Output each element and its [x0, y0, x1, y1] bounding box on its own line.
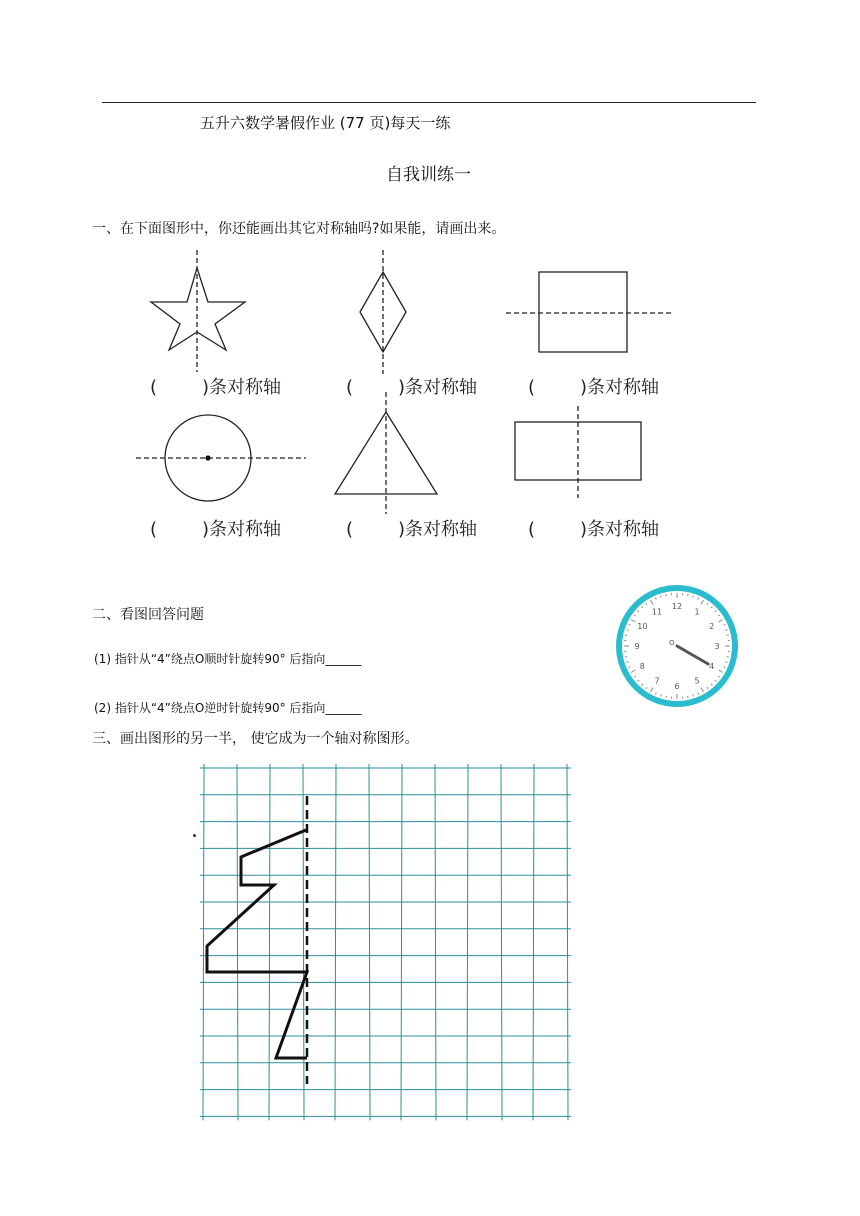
- grid-vertical-line: [401, 764, 402, 1120]
- blank-label-circle: ( )条对称轴: [150, 519, 282, 540]
- clock-number: 6: [674, 682, 680, 691]
- clock-number: 10: [637, 622, 648, 631]
- clock-number: 1: [694, 607, 700, 617]
- clock-number: 3: [714, 642, 720, 651]
- question-2: (2) 指针从“4”绕点O逆时针旋转90° 后指向______: [94, 701, 362, 715]
- clock-tick: [693, 695, 694, 697]
- rectangle-shape-1: [539, 272, 627, 352]
- section1-title: 一、在下面图形中，你还能画出其它对称轴吗?如果能，请画出来。: [92, 221, 506, 237]
- grid-vertical-line: [435, 764, 436, 1120]
- clock-tick: [627, 662, 629, 663]
- circle-center-dot: [205, 455, 210, 460]
- grid-vertical-line: [269, 764, 270, 1120]
- section2-title: 二、看图回答问题: [92, 607, 204, 623]
- blank-label-triangle: ( )条对称轴: [346, 519, 478, 540]
- clock-number: 2: [709, 622, 715, 631]
- question-1: (1) 指针从“4”绕点O顺时针旋转90° 后指向______: [94, 652, 362, 666]
- blank-label-rhombus: ( )条对称轴: [346, 377, 478, 398]
- clock-number: 7: [654, 676, 660, 686]
- grid-vertical-line: [303, 764, 304, 1120]
- clock-tick: [661, 695, 662, 697]
- header-title: 五升六数学暑假作业 (77 页)每天一练: [200, 114, 451, 132]
- clock-number: 8: [639, 662, 645, 671]
- clock-tick: [693, 596, 694, 598]
- grid-vertical-line: [335, 764, 336, 1120]
- clock-tick: [661, 596, 662, 598]
- blank-label-star: ( )条对称轴: [150, 377, 282, 398]
- blank-label-rectangle-1: ( )条对称轴: [528, 377, 660, 398]
- grid-vertical-line: [567, 764, 568, 1120]
- clock-number: 12: [671, 602, 683, 611]
- half-figure: [207, 830, 307, 1058]
- grid-vertical-line: [369, 764, 370, 1120]
- clock-number: 4: [709, 662, 715, 671]
- grid-vertical-line: [467, 764, 468, 1120]
- page-title: 自我训练一: [386, 165, 471, 185]
- clock-number: 5: [694, 676, 700, 686]
- grid-vertical-line: [501, 764, 502, 1120]
- star-shape: [151, 268, 245, 350]
- clock-figure: [612, 584, 742, 714]
- clock-tick: [726, 630, 728, 631]
- stray-dot: [193, 834, 196, 837]
- blank-label-rectangle-2: ( )条对称轴: [528, 519, 660, 540]
- section3-title: 三、画出图形的另一半， 使它成为一个轴对称图形。: [92, 731, 419, 747]
- clock-tick: [726, 662, 728, 663]
- grid-vertical-line: [203, 764, 204, 1120]
- clock-number: 11: [651, 607, 663, 617]
- clock-center-label: O: [669, 639, 675, 647]
- grid-vertical-line: [237, 764, 238, 1120]
- clock-number: 9: [634, 642, 640, 651]
- drawing-grid: [198, 762, 578, 1124]
- grid-vertical-line: [533, 764, 534, 1120]
- clock-tick: [627, 630, 629, 631]
